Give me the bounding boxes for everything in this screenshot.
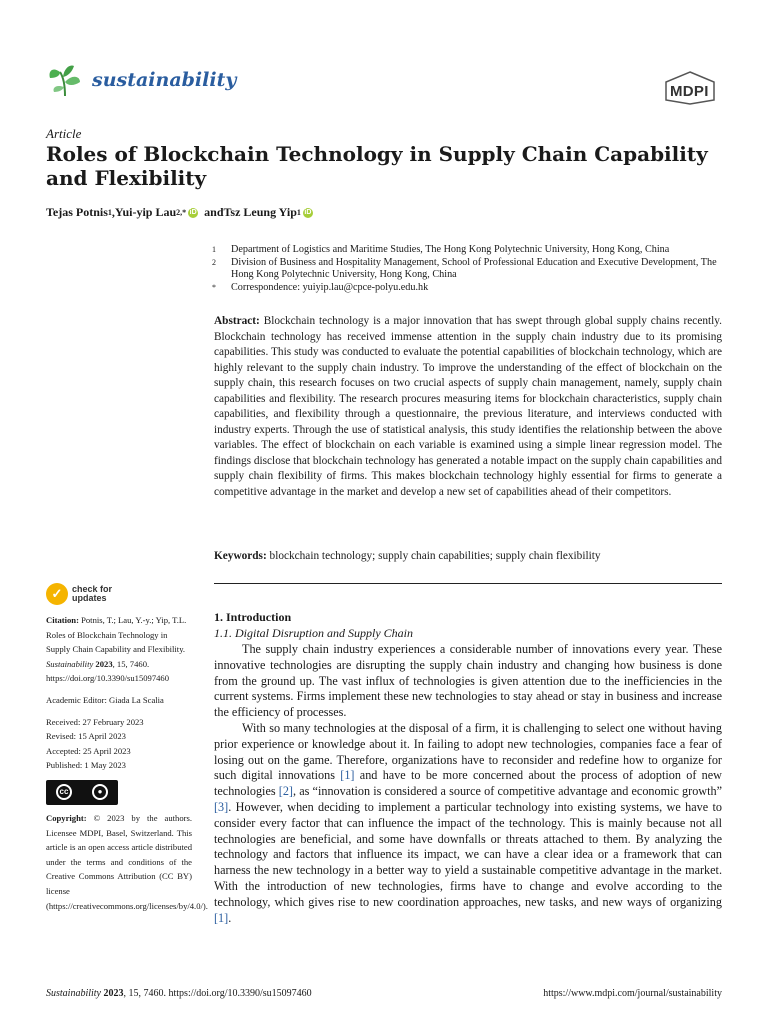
author-affil-ref: 1 bbox=[107, 208, 112, 217]
footer-doi[interactable]: , 15, 7460. https://doi.org/10.3390/su15097460 bbox=[123, 988, 312, 999]
introduction-section bbox=[214, 610, 722, 926]
copyright-text: © 2023 by the authors. Licensee MDPI, Basel, Switzerland. This article is an open access article distributed under the terms and conditions of the Creative Commons Attribution (CC BY) license (https://creativecommons.org/licenses/by/4.0/). bbox=[46, 812, 208, 911]
reference-link[interactable]: [3] bbox=[214, 799, 229, 814]
paragraph-text: and have to be more concerned about the process of adoption of new technologies bbox=[214, 768, 722, 799]
dates-block bbox=[46, 715, 192, 773]
keywords-label: Keywords: bbox=[214, 550, 267, 562]
affiliation-text: Division of Business and Hospitality Management, School of Professional Education and Executive Development, The Hong Kong Polytechnic University, Hong Kong, China bbox=[231, 256, 717, 280]
citation-doi[interactable]: , 15, 7460. https://doi.org/10.3390/su15097460 bbox=[46, 658, 170, 684]
check-updates-label: check for updates bbox=[72, 583, 113, 603]
citation-journal: Sustainability bbox=[46, 658, 94, 669]
page-footer bbox=[46, 988, 722, 999]
citation-text: Potnis, T.; Lau, Y.-y.; Yip, T.L. Roles of Blockchain Technology in Supply Chain Capability and Flexibility. bbox=[46, 615, 187, 655]
copyright-label: Copyright: bbox=[46, 812, 87, 823]
journal-brand[interactable] bbox=[46, 62, 236, 98]
mdpi-logo[interactable] bbox=[662, 70, 718, 106]
orcid-icon[interactable]: iD bbox=[189, 208, 197, 216]
footer-year: 2023 bbox=[103, 988, 124, 999]
author-separator: and bbox=[204, 205, 224, 219]
cc-by-license-icon[interactable] bbox=[46, 780, 118, 805]
footer-journal-url[interactable]: https://www.mdpi.com/journal/sustainability bbox=[543, 988, 722, 999]
reference-link[interactable]: [1] bbox=[214, 910, 229, 925]
abstract-text: Blockchain technology is a major innovation that has swept through global supply chains recently. Blockchain technology has received immense attention in the supply chain industry due to its promising capabilities. This study was conducted to evaluate the potential capabilities of blockchain technology, which are highly relevant to the supply chain industry. To improve the understanding of the effect of blockchain on the supply chain, this research focuses on two crucial aspects of supply chain management, namely, supply chain capabilities and flexibility. The research procures measuring items for blockchain characteristics, supply chain capabilities, and flexibility through a questionnaire, the previous literature, and interviews conducted with industry experts. Through the use of statistical analysis, this study identifies the relationship between the above variables. The effect of blockchain on each variable is examined using a simple linear regression model. The findings disclose that blockchain technology has generated a notable impact on the supply chain capabilities and supply chain flexibility of firms. This makes blockchain technology highly essential for firms to generate a competitive advantage in the market and develop a new set of capabilities ahead of their competitors. bbox=[214, 315, 722, 498]
affiliation-text: Department of Logistics and Maritime Studies, The Hong Kong Polytechnic University, Hong Kong, China bbox=[231, 244, 670, 255]
check-updates-icon: ✓ bbox=[46, 583, 68, 605]
affiliation-item bbox=[212, 244, 724, 257]
citation-block bbox=[46, 613, 192, 686]
keywords-text: blockchain technology; supply chain capabilities; supply chain flexibility bbox=[269, 550, 601, 562]
paragraph-text: . bbox=[228, 910, 232, 925]
page-title: Roles of Blockchain Technology in Supply Chain Capability and Flexibility bbox=[46, 142, 708, 190]
check-updates-button[interactable] bbox=[46, 583, 192, 605]
author-separator: , bbox=[111, 205, 115, 219]
correspondence-text[interactable]: Correspondence: yuiyip.lau@cpce-polyu.edu.hk bbox=[231, 281, 429, 293]
reference-link[interactable]: [1] bbox=[340, 768, 355, 783]
author-name[interactable]: Tejas Potnis bbox=[46, 205, 108, 219]
author-list bbox=[46, 205, 316, 220]
footer-journal: Sustainability bbox=[46, 988, 101, 999]
author-affil-ref: 2,* bbox=[176, 208, 187, 217]
paragraph-text: , as “innovation is considered a source of competitive advantage and economic growth” bbox=[293, 784, 722, 799]
abstract bbox=[214, 314, 722, 500]
affiliation-number: * bbox=[212, 282, 216, 292]
paragraph-text: . However, when deciding to implement a particular technology into existing systems, we have to consider every factor that can influence the impact of the technology. This is mainly because not all technologies are beneficial, and some have downfalls or threats attached to them. By analyzing the technology and factors that influence its impact, we can have a clear idea or a framework that can harness the new technology in a better way to yield a sustainable competitive advantage in the market. With the introduction of new technologies, firms have to change and evolve according to the technology, which gives rise to new coordination approaches, new tasks, and new ways of organizing bbox=[214, 799, 722, 909]
author-affil-ref: 1 bbox=[296, 208, 301, 217]
subsection-heading: 1.1. Digital Disruption and Supply Chain bbox=[214, 626, 414, 640]
citation-label: Citation: bbox=[46, 615, 79, 625]
published-date: Published: 1 May 2023 bbox=[46, 760, 126, 771]
by-person-icon: ● bbox=[92, 784, 108, 800]
academic-editor: Academic Editor: Giada La Scalia bbox=[46, 694, 164, 705]
paragraph-text: With so many technologies at the disposal of a firm, it is challenging to select one without having prior experience or knowledge about it. In failing to adopt new technologies, companies face a fear of losing out on the game. Therefore, organizations have to reconsider and redefine how to organize for such digital innovations bbox=[214, 720, 722, 783]
accepted-date: Accepted: 25 April 2023 bbox=[46, 745, 131, 756]
author-name[interactable]: Yui-yip Lau bbox=[114, 205, 177, 219]
reference-link[interactable]: [2] bbox=[278, 784, 293, 799]
article-type: Article bbox=[46, 126, 82, 141]
copyright-block bbox=[46, 811, 208, 913]
section-heading: 1. Introduction bbox=[214, 610, 292, 624]
leaf-logo-icon bbox=[46, 62, 84, 98]
footer-citation bbox=[46, 988, 312, 999]
affiliation-number: 1 bbox=[212, 245, 216, 254]
affiliations bbox=[212, 244, 724, 294]
journal-name: sustainability bbox=[92, 69, 237, 91]
abstract-label: Abstract: bbox=[214, 315, 260, 327]
author-name[interactable]: Tsz Leung Yip bbox=[223, 205, 297, 219]
revised-date: Revised: 15 April 2023 bbox=[46, 731, 126, 742]
citation-year: 2023 bbox=[95, 658, 113, 669]
intro-paragraph-1: The supply chain industry experiences a considerable number of innovations every year. These innovative technologies are disrupting the supply chain industry and changing how business is done from the ground up. The vast influx of technologies is given attention due to the inefficiencies in the current systems. Firms implement these new technologies to stay ahead or stay in business and increase the efficiency of processes. bbox=[214, 642, 722, 720]
section-divider bbox=[214, 583, 722, 584]
affiliation-number: 2 bbox=[212, 257, 216, 267]
affiliation-item bbox=[212, 282, 724, 295]
sidebar bbox=[46, 583, 208, 913]
keywords bbox=[214, 550, 722, 562]
received-date: Received: 27 February 2023 bbox=[46, 716, 144, 727]
orcid-icon[interactable]: iD bbox=[304, 208, 312, 216]
intro-paragraph-2 bbox=[214, 721, 722, 926]
publisher-name: MDPI bbox=[670, 83, 709, 100]
affiliation-item bbox=[212, 257, 724, 282]
cc-icon: cc bbox=[56, 784, 72, 800]
